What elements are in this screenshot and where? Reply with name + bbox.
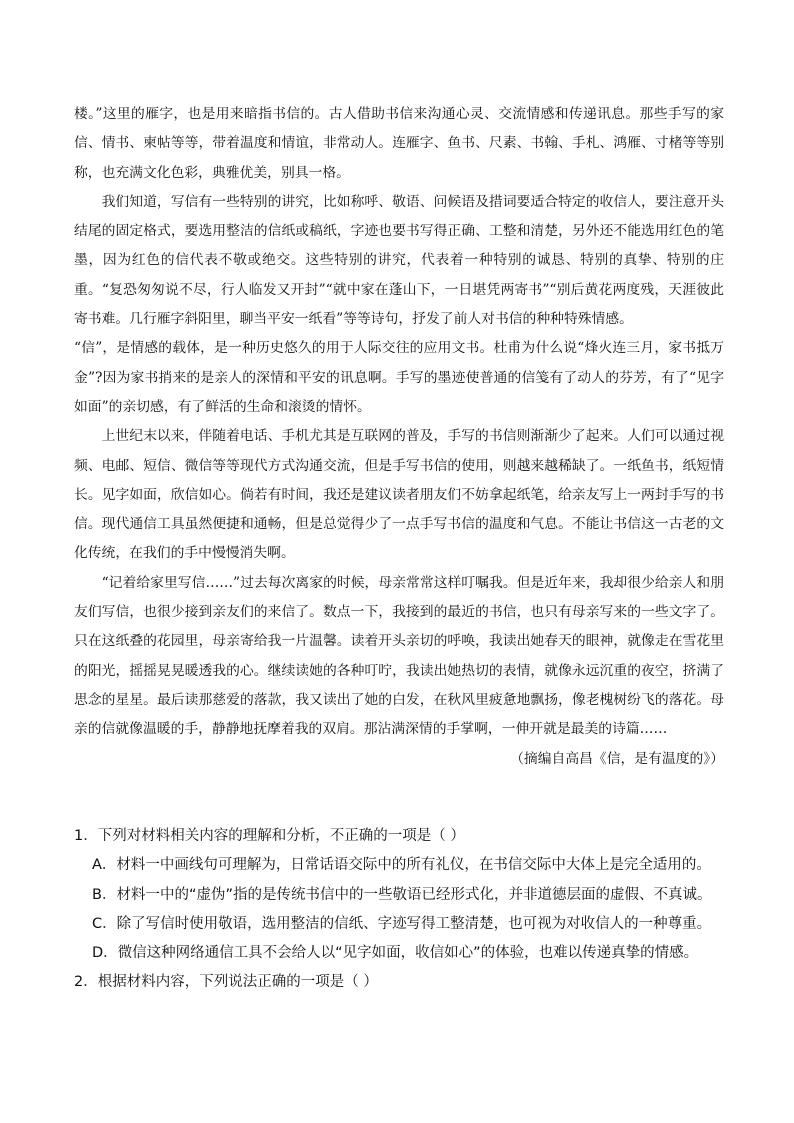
question-1-option-a: A．材料一中画线句可理解为，日常话语交际中的所有礼仪，在书信交际中大体上是完全适用的。	[92, 857, 711, 874]
question-section	[74, 822, 734, 998]
question-1-option-b: B．材料一中的“虚伪”指的是传统书信中的一些敬语已经形式化，并非道德层面的虚假、不真诚。	[92, 886, 712, 903]
question-1-option-c: C．除了写信时使用敬语，选用整洁的信纸、字迹写得工整清楚，也可视为对收信人的一种尊重。	[92, 915, 712, 932]
passage-paragraph: “信”，是情感的载体，是一种历史悠久的用于人际交往的应用文书。杜甫为什么说“烽火连三月，家书抵万金”?因为家书捎来的是亲人的深情和平安的讯息啊。手写的墨迹使普通的信笺有了动人的芬芳，有了“见字如面”的亲切感，有了鲜活的生命和滚烫的情怀。	[74, 340, 724, 415]
passage-paragraph: 我们知道，写信有一些特别的讲究，比如称呼、敬语、问候语及措词要适合特定的收信人，要注意开头结尾的固定格式，要选用整洁的信纸或稿纸，字迹也要书写得正确、工整和清楚，另外还不能选用红色的笔墨，因为红色的信代表不敬或绝交。这些特别的讲究，代表着一种特别的诚恳、特别的真挚、特别的庄重。“复恐匆匆说不尽，行人临发又开封”“就中家在蓬山下，一日堪凭两寄书”“别后黄花两度残，天涯彼此寄书难。几行雁字斜阳里，聊当平安一纸看”等等诗句，抒发了前人对书信的种种特殊情感。	[74, 193, 724, 328]
passage-source: （摘编自高昌《信，是有温度的》）	[510, 750, 724, 767]
reading-passage	[74, 100, 724, 774]
passage-paragraph: “记着给家里写信……”过去每次离家的时候，母亲常常这样叮嘱我。但是近年来，我却很少给亲人和朋友们写信，也很少接到亲友们的来信了。数点一下，我接到的最近的书信，也只有母亲写来的一些文字了。只在这纸叠的花园里，母亲寄给我一片温馨。读着开头亲切的呼唤，我读出她春天的眼神，就像走在雪花里的阳光，摇摇晃晃暖透我的心。继续读她的各种叮咛，我读出她热切的表情，就像永远沉重的夜空，挤满了思念的星星。最后读那慈爱的落款，我又读出了她的白发，在秋风里疲惫地飘扬，像老槐树纷飞的落花。母亲的信就像温暖的手，静静地抚摩着我的双肩。那沾满深情的手掌啊，一伸开就是最美的诗篇……	[74, 574, 724, 738]
passage-paragraph: 上世纪末以来，伴随着电话、手机尤其是互联网的普及，手写的书信则渐渐少了起来。人们可以通过视频、电邮、短信、微信等等现代方式沟通交流，但是手写书信的使用，则越来越稀缺了。一纸鱼书，纸短情长。见字如面，欣信如心。倘若有时间，我还是建议读者朋友们不妨拿起纸笔，给亲友写上一两封手写的书信。现代通信工具虽然便捷和通畅，但是总觉得少了一点手写书信的温度和气息。不能让书信这一古老的文化传统，在我们的手中慢慢消失啊。	[74, 428, 724, 562]
passage-paragraph: 楼。”这里的雁字，也是用来暗指书信的。古人借助书信来沟通心灵、交流情感和传递讯息。那些手写的家信、情书、柬帖等等，带着温度和情谊，非常动人。连雁字、鱼书、尺素、书翰、手札、鸿雁、寸楮等等别称，也充满文化色彩，典雅优美，别具一格。	[74, 106, 724, 181]
question-2-stem: 2．根据材料内容，下列说法正确的一项是（ ）	[74, 974, 378, 991]
question-1-stem: 1．下列对材料相关内容的理解和分析，不正确的一项是（ ）	[74, 828, 465, 844]
question-1-option-d: D．微信这种网络通信工具不会给人以“见字如面，收信如心”的体验，也难以传递真挚的情感。	[92, 945, 699, 962]
